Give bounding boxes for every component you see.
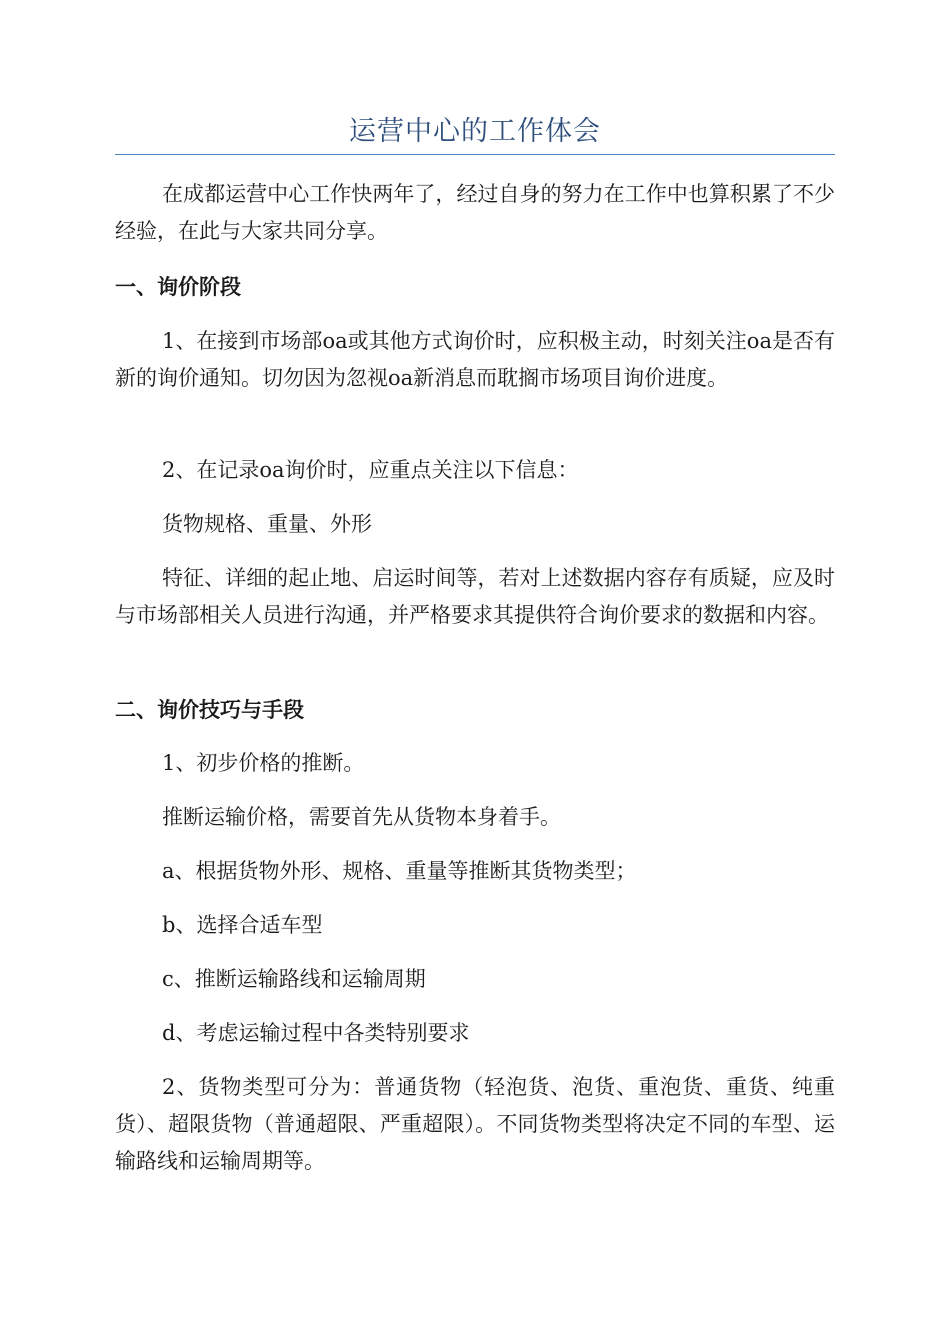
- document-title: 运营中心的工作体会: [349, 116, 601, 147]
- title-underline: [115, 154, 835, 155]
- techniques-item-d: d、考虑运输过程中各类特别要求: [162, 1021, 470, 1045]
- techniques-item-a: a、根据货物外形、规格、重量等推断其货物类型；: [162, 859, 637, 883]
- inquiry-paragraph-1: 1、在接到市场部oa或其他方式询价时，应积极主动，时刻关注oa是否有新的询价通知。切勿因为忽视oa新消息而耽搁市场项目询价进度。: [115, 329, 835, 390]
- section-heading-techniques: 二、询价技巧与手段: [115, 697, 304, 722]
- techniques-paragraph-3: 2、货物类型可分为：普通货物（轻泡货、泡货、重泡货、重货、纯重货）、超限货物（普通超限、严重超限）。不同货物类型将决定不同的车型、运输路线和运输周期等。: [115, 1075, 835, 1173]
- inquiry-paragraph-4: 特征、详细的起止地、启运时间等，若对上述数据内容存有质疑，应及时与市场部相关人员进行沟通，并严格要求其提供符合询价要求的数据和内容。: [115, 566, 835, 627]
- intro-paragraph: 在成都运营中心工作快两年了，经过自身的努力在工作中也算积累了不少经验，在此与大家共同分享。: [115, 182, 835, 243]
- section-heading-inquiry: 一、询价阶段: [115, 274, 241, 299]
- inquiry-paragraph-3: 货物规格、重量、外形: [162, 512, 372, 536]
- techniques-item-c: c、推断运输路线和运输周期: [162, 967, 426, 991]
- techniques-item-b: b、选择合适车型: [162, 913, 323, 937]
- techniques-paragraph-2: 推断运输价格，需要首先从货物本身着手。: [162, 805, 561, 829]
- inquiry-paragraph-2: 2、在记录oa询价时，应重点关注以下信息：: [162, 458, 579, 482]
- techniques-paragraph-1: 1、初步价格的推断。: [162, 751, 365, 775]
